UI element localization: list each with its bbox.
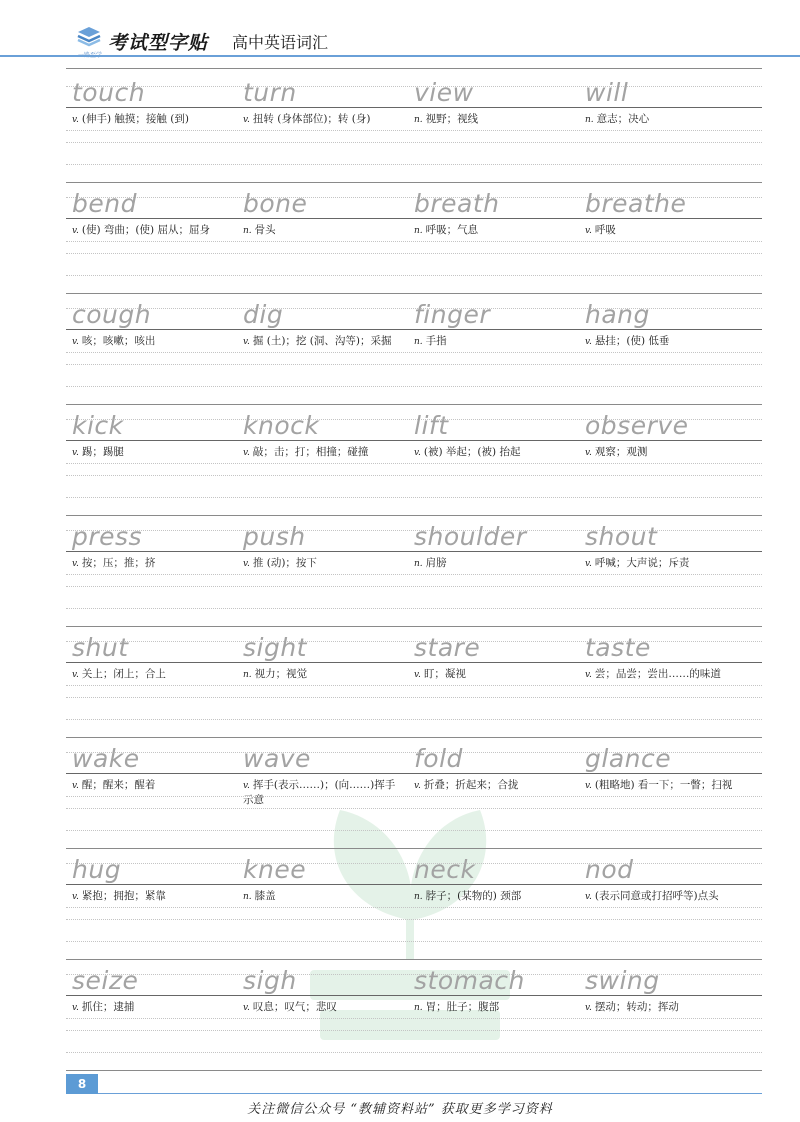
definition-text: 叹息；叹气；悲叹 — [252, 1001, 337, 1013]
part-of-speech: v. — [72, 781, 79, 791]
definition — [243, 445, 403, 460]
vocab-entry — [66, 294, 236, 394]
definition-text: (使) 弯曲；(使) 屈从；屈身 — [81, 224, 210, 236]
trace-word: swing — [585, 966, 660, 995]
part-of-speech: v. — [585, 448, 592, 458]
definition-text: 按；压；推；挤 — [81, 557, 156, 569]
trace-word: finger — [414, 300, 491, 329]
part-of-speech: v. — [72, 115, 79, 125]
definition-text: 抓住；逮捕 — [81, 1001, 135, 1013]
definition-text: 紧抱；拥抱；紧靠 — [81, 890, 166, 902]
trace-word: knee — [243, 855, 307, 884]
vocab-entry — [408, 72, 578, 172]
definition-text: 尝；品尝；尝出……的味道 — [594, 668, 721, 680]
definition-text: (被) 举起；(被) 抬起 — [423, 446, 521, 458]
subject-title: 高中英语词汇 — [232, 33, 329, 52]
trace-word: nod — [585, 855, 634, 884]
part-of-speech: v. — [585, 559, 592, 569]
vocab-entry — [66, 849, 236, 949]
definition-text: 摆动；转动；挥动 — [594, 1001, 679, 1013]
vocab-entry — [66, 960, 236, 1060]
definition-text: 肩膀 — [425, 557, 447, 569]
definition — [414, 112, 574, 127]
vocab-entry — [237, 294, 407, 394]
definition — [585, 778, 745, 793]
definition — [243, 112, 403, 127]
definition-text: 折叠；折起来；合拢 — [423, 779, 519, 791]
page-number: 8 — [66, 1074, 98, 1094]
definition — [585, 1000, 745, 1015]
footer-note: 关注微信公众号 “教辅资料站” 获取更多学习资料 — [247, 1102, 553, 1117]
part-of-speech: v. — [72, 1003, 79, 1013]
definition-text: 呼吸 — [594, 224, 616, 236]
trace-word: wake — [72, 744, 140, 773]
trace-word: bone — [243, 189, 308, 218]
part-of-speech: v. — [585, 337, 592, 347]
vocab-entry — [237, 405, 407, 505]
vocab-entry — [237, 516, 407, 616]
trace-word: taste — [585, 633, 651, 662]
vocab-entry — [579, 738, 749, 838]
vocab-entry — [579, 960, 749, 1060]
definition-text: 盯；凝视 — [423, 668, 466, 680]
trace-word: neck — [414, 855, 476, 884]
brand-title: 考试型字贴 — [108, 32, 209, 54]
definition — [72, 667, 232, 682]
definition-text: 意志；决心 — [596, 113, 650, 125]
vocab-entry — [579, 72, 749, 172]
vocab-entry — [66, 738, 236, 838]
definition — [414, 334, 574, 349]
definition — [72, 889, 232, 904]
trace-word: sight — [243, 633, 307, 662]
word-row — [66, 849, 762, 960]
vocab-entry — [579, 849, 749, 949]
definition — [585, 889, 745, 904]
vocab-entry — [579, 294, 749, 394]
trace-word: bend — [72, 189, 137, 218]
trace-word: touch — [72, 78, 146, 107]
definition-text: 膝盖 — [254, 890, 276, 902]
definition-text: 胃；肚子；腹部 — [425, 1001, 500, 1013]
vocab-entry — [237, 72, 407, 172]
trace-word: breath — [414, 189, 500, 218]
trace-word: stomach — [414, 966, 525, 995]
definition-text: 掘 (土)；挖 (洞、沟等)；采掘 — [252, 335, 392, 347]
definition — [243, 1000, 403, 1015]
definition-text: (伸手) 触摸；接触 (到) — [81, 113, 189, 125]
definition — [243, 667, 403, 682]
part-of-speech: v. — [414, 781, 421, 791]
vocab-entry — [237, 627, 407, 727]
word-row — [66, 405, 762, 516]
trace-word: push — [243, 522, 306, 551]
trace-word: view — [414, 78, 474, 107]
definition-text: 呼吸；气息 — [425, 224, 479, 236]
definition-text: 踢；踢腿 — [81, 446, 124, 458]
definition — [585, 445, 745, 460]
trace-word: hug — [72, 855, 122, 884]
vocab-entry — [579, 405, 749, 505]
trace-word: glance — [585, 744, 672, 773]
part-of-speech: v. — [243, 115, 250, 125]
definition — [414, 223, 574, 238]
definition — [72, 334, 232, 349]
definition-text: (表示同意或打招呼等)点头 — [594, 890, 719, 902]
definition — [585, 223, 745, 238]
trace-word: observe — [585, 411, 689, 440]
part-of-speech: v. — [243, 1003, 250, 1013]
definition — [243, 556, 403, 571]
trace-word: fold — [414, 744, 463, 773]
vocab-entry — [408, 405, 578, 505]
trace-word: shout — [585, 522, 658, 551]
part-of-speech: v. — [72, 670, 79, 680]
word-row — [66, 294, 762, 405]
trace-word: turn — [243, 78, 297, 107]
part-of-speech: v. — [243, 448, 250, 458]
part-of-speech: v. — [414, 448, 421, 458]
definition-text: 悬挂；(使) 低垂 — [594, 335, 670, 347]
definition — [243, 889, 403, 904]
vocab-entry — [66, 405, 236, 505]
trace-word: shut — [72, 633, 129, 662]
part-of-speech: n. — [414, 559, 423, 569]
definition-text: 呼喊；大声说；斥责 — [594, 557, 690, 569]
definition-text: (粗略地) 看一下；一瞥；扫视 — [594, 779, 733, 791]
definition — [585, 556, 745, 571]
vocab-entry — [408, 516, 578, 616]
definition — [585, 667, 745, 682]
definition-text: 手指 — [425, 335, 447, 347]
part-of-speech: v. — [243, 337, 250, 347]
word-row — [66, 72, 762, 183]
part-of-speech: v. — [72, 892, 79, 902]
vocab-entry — [66, 183, 236, 283]
part-of-speech: n. — [414, 892, 423, 902]
definition — [72, 556, 232, 571]
part-of-speech: v. — [72, 226, 79, 236]
part-of-speech: v. — [585, 1003, 592, 1013]
part-of-speech: n. — [414, 1003, 423, 1013]
word-row — [66, 516, 762, 627]
trace-word: hang — [585, 300, 650, 329]
trace-word: wave — [243, 744, 311, 773]
vocab-entry — [579, 183, 749, 283]
vocab-entry — [237, 738, 407, 838]
definition — [243, 334, 403, 349]
definition — [72, 778, 232, 793]
vocab-entry — [579, 627, 749, 727]
definition-text: 骨头 — [254, 224, 276, 236]
vocab-entry — [408, 627, 578, 727]
part-of-speech: v. — [72, 559, 79, 569]
definition-text: 观察；观测 — [594, 446, 648, 458]
definition — [414, 889, 574, 904]
vocab-entry — [66, 72, 236, 172]
trace-word: stare — [414, 633, 481, 662]
vocab-entry — [408, 183, 578, 283]
trace-word: lift — [414, 411, 449, 440]
part-of-speech: n. — [243, 670, 252, 680]
vocab-entry — [408, 960, 578, 1060]
definition-text: 敲；击；打；相撞；碰撞 — [252, 446, 369, 458]
vocab-entry — [237, 183, 407, 283]
vocab-entry — [408, 849, 578, 949]
definition — [414, 778, 574, 793]
trace-word: seize — [72, 966, 139, 995]
word-row — [66, 627, 762, 738]
part-of-speech: v. — [585, 892, 592, 902]
vocab-entry — [408, 738, 578, 838]
part-of-speech: v. — [585, 781, 592, 791]
definition-text: 咳；咳嗽；咳出 — [81, 335, 156, 347]
definition — [72, 112, 232, 127]
part-of-speech: n. — [243, 226, 252, 236]
definition-text: 挥手(表示……)；(向……)挥手示意 — [243, 779, 396, 806]
definition — [72, 223, 232, 238]
definition-text: 扭转 (身体部位)；转 (身) — [252, 113, 371, 125]
definition — [414, 1000, 574, 1015]
definition — [243, 223, 403, 238]
definition-text: 推 (动)；按下 — [252, 557, 317, 569]
definition — [243, 778, 403, 807]
trace-word: cough — [72, 300, 152, 329]
part-of-speech: n. — [243, 892, 252, 902]
trace-word: shoulder — [414, 522, 527, 551]
definition-text: 醒；醒来；醒着 — [81, 779, 156, 791]
vocab-entry — [408, 294, 578, 394]
vocab-entry — [66, 627, 236, 727]
definition — [585, 112, 745, 127]
word-row — [66, 960, 762, 1071]
trace-word: sigh — [243, 966, 297, 995]
trace-word: kick — [72, 411, 124, 440]
definition-text: 视力；视觉 — [254, 668, 308, 680]
definition — [414, 556, 574, 571]
part-of-speech: v. — [414, 670, 421, 680]
part-of-speech: n. — [414, 115, 423, 125]
part-of-speech: v. — [72, 448, 79, 458]
trace-word: will — [585, 78, 629, 107]
trace-word: dig — [243, 300, 284, 329]
definition — [414, 667, 574, 682]
definition — [585, 334, 745, 349]
vocab-entry — [66, 516, 236, 616]
definition — [414, 445, 574, 460]
writing-guide-line — [66, 1070, 762, 1071]
definition-text: 关上；闭上；合上 — [81, 668, 166, 680]
part-of-speech: n. — [414, 226, 423, 236]
word-row — [66, 183, 762, 294]
part-of-speech: v. — [72, 337, 79, 347]
word-row — [66, 738, 762, 849]
part-of-speech: v. — [585, 670, 592, 680]
vocab-entry — [237, 960, 407, 1060]
part-of-speech: v. — [243, 559, 250, 569]
vocab-entry — [579, 516, 749, 616]
definition — [72, 445, 232, 460]
trace-word: knock — [243, 411, 320, 440]
definition — [72, 1000, 232, 1015]
part-of-speech: n. — [414, 337, 423, 347]
part-of-speech: v. — [585, 226, 592, 236]
trace-word: breathe — [585, 189, 687, 218]
vocab-entry — [237, 849, 407, 949]
part-of-speech: v. — [243, 781, 250, 791]
footer-divider — [98, 1093, 762, 1094]
definition-text: 脖子；(某物的) 颈部 — [425, 890, 522, 902]
trace-word: press — [72, 522, 143, 551]
definition-text: 视野；视线 — [425, 113, 479, 125]
part-of-speech: n. — [585, 115, 594, 125]
